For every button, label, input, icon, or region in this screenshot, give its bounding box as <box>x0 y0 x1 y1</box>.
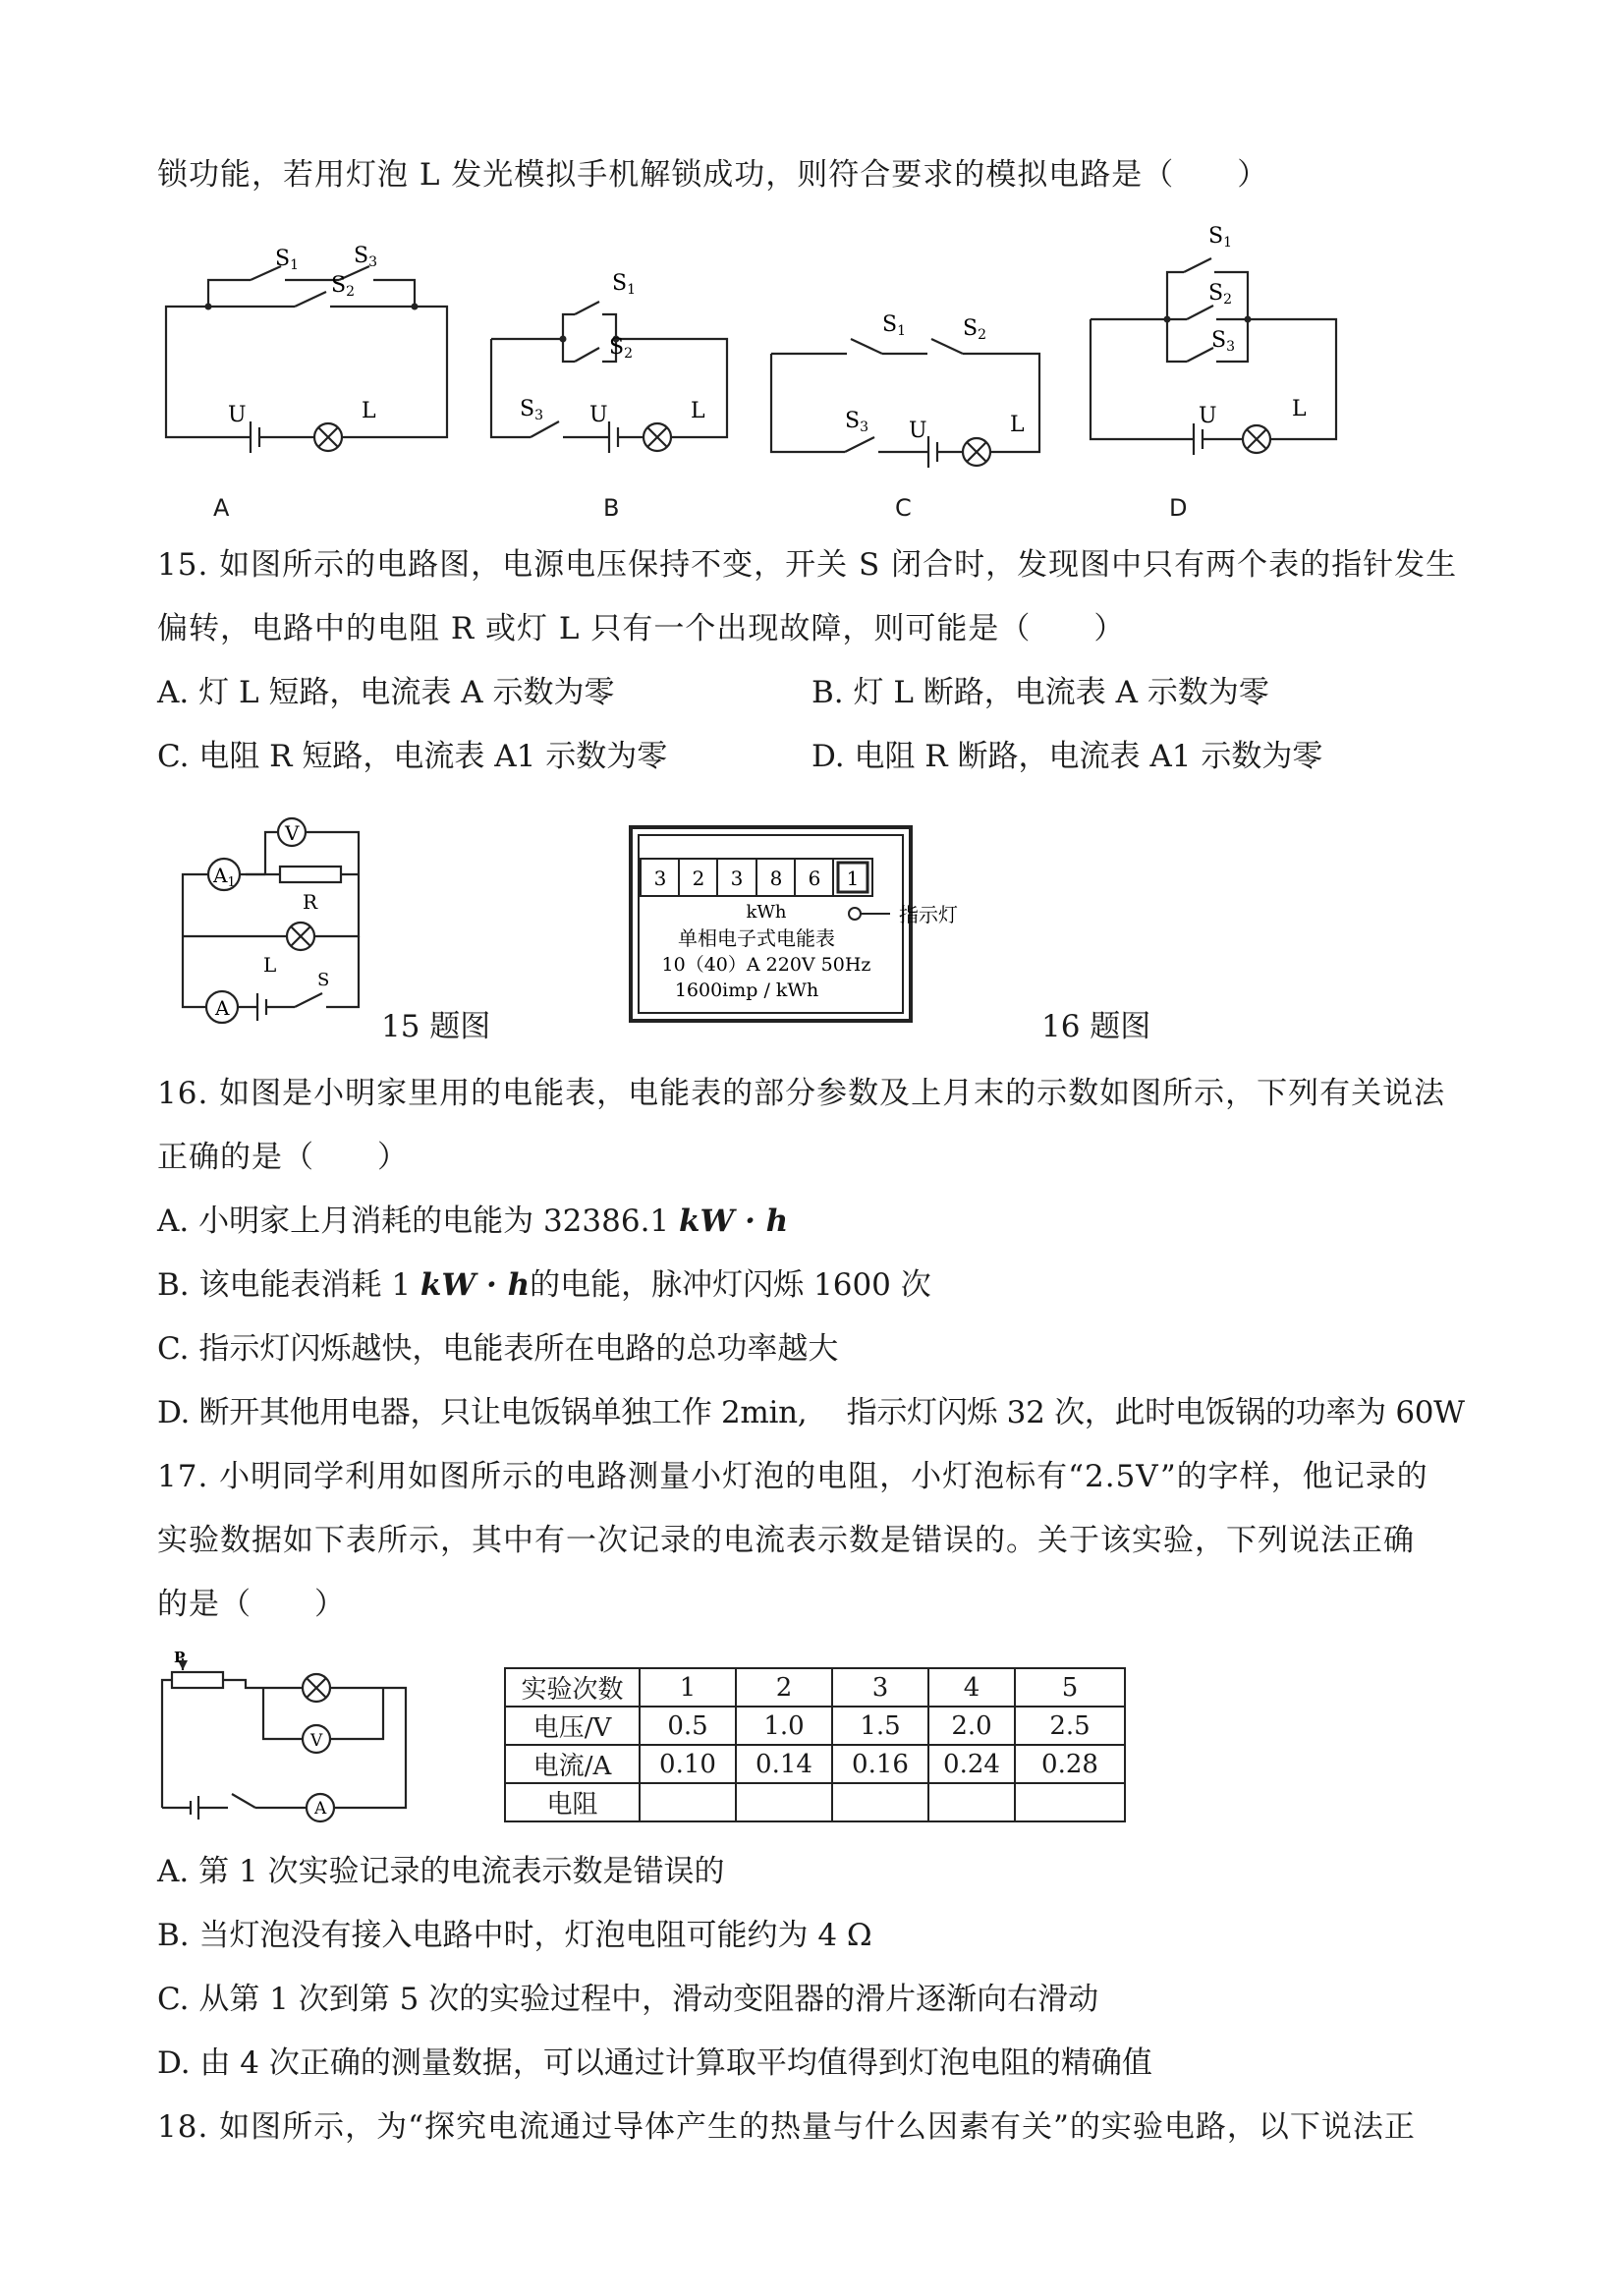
q17-stem-line-3: 的是（ ） <box>157 1587 346 1622</box>
q14d-s1-label: S1 <box>1208 224 1232 251</box>
q17-option-c: C. 从第 1 次到第 5 次的实验过程中，滑动变阻器的滑片逐渐向右滑动 <box>157 1982 1099 2017</box>
q16-figure-caption: 16 题图 <box>1041 1009 1151 1044</box>
q14d-s2-label: S2 <box>1208 281 1232 308</box>
meter-name: 单相电子式电能表 <box>678 926 835 950</box>
table-cell: 0.10 <box>640 1745 736 1783</box>
q14a-s2-label: S2 <box>331 273 355 300</box>
q15-option-d: D. 电阻 R 断路，电流表 A1 示数为零 <box>812 739 1323 774</box>
q16-option-b-unit: kW · h <box>420 1267 531 1303</box>
table-cell: 0.28 <box>1015 1745 1125 1783</box>
q14a-l-label: L <box>362 399 376 423</box>
q17-option-b: B. 当灯泡没有接入电路中时，灯泡电阻可能约为 4 Ω <box>157 1918 872 1953</box>
q15-stem-line-1: 15. 如图所示的电路图，电源电压保持不变，开关 S 闭合时，发现图中只有两个表的指针发生 <box>157 547 1458 583</box>
q15-option-a: A. 灯 L 短路，电流表 A 示数为零 <box>157 675 615 710</box>
table-cell: 4 <box>928 1668 1015 1707</box>
q15-ammeter-label: A <box>215 996 230 1020</box>
q15-s-label: S <box>317 970 330 990</box>
q14c-s1-label: S1 <box>882 312 906 339</box>
q15-a1-label: $A_1$ <box>213 864 236 890</box>
meter-digit-3: 3 <box>730 867 744 890</box>
meter-indicator-label: 指示灯 <box>899 903 958 926</box>
q14b-l-label: L <box>691 399 705 423</box>
q14b-u-label: U <box>589 403 608 427</box>
q16-option-a-text: A. 小明家上月消耗的电能为 32386.1 <box>157 1204 679 1239</box>
table-cell <box>832 1783 928 1821</box>
q17-option-d: D. 由 4 次正确的测量数据，可以通过计算取平均值得到灯泡电阻的精确值 <box>157 2045 1152 2081</box>
q17-stem-line-2: 实验数据如下表所示，其中有一次记录的电流表示数是错误的。关于该实验，下列说法正确 <box>157 1523 1415 1558</box>
q17-option-a: A. 第 1 次实验记录的电流表示数是错误的 <box>157 1854 725 1889</box>
q16-option-a <box>157 1202 788 1241</box>
table-cell <box>736 1783 832 1821</box>
q14a-s3-label: S3 <box>354 244 377 270</box>
meter-rating: 10（40）A 220V 50Hz <box>661 954 871 976</box>
meter-digit-6: 1 <box>846 867 860 890</box>
q17-p-label: P <box>174 1649 186 1666</box>
table-cell <box>1015 1783 1125 1821</box>
q15-r-label: R <box>303 890 318 914</box>
q14-fig-label-c: C <box>895 494 912 522</box>
q14a-s1-label: S1 <box>275 247 299 273</box>
table-row <box>505 1745 1125 1783</box>
q16-option-b-text: B. 该电能表消耗 1 <box>157 1267 420 1303</box>
q14a-u-label: U <box>228 403 247 427</box>
table-row <box>505 1707 1125 1745</box>
q14b-s2-label: S2 <box>609 335 633 362</box>
q14c-l-label: L <box>1010 413 1025 437</box>
meter-digit-1: 3 <box>653 867 667 890</box>
q17-stem-line-1: 17. 小明同学利用如图所示的电路测量小灯泡的电阻，小灯泡标有“2.5V”的字样，他记录的 <box>157 1459 1428 1494</box>
table-row <box>505 1668 1125 1707</box>
table-cell: 电压/V <box>505 1707 640 1745</box>
table-cell: 3 <box>832 1668 928 1707</box>
table-cell: 电阻 <box>505 1783 640 1821</box>
q17-circuit <box>157 1651 422 1822</box>
table-cell: 5 <box>1015 1668 1125 1707</box>
q15-voltmeter-label: V <box>285 821 300 845</box>
table-cell: 0.14 <box>736 1745 832 1783</box>
q15-stem-line-2: 偏转，电路中的电阻 R 或灯 L 只有一个出现故障，则可能是（ ） <box>157 611 1126 646</box>
q15-figure-caption: 15 题图 <box>381 1009 491 1044</box>
table-cell <box>928 1783 1015 1821</box>
table-cell: 0.16 <box>832 1745 928 1783</box>
q16-option-a-unit: kW · h <box>679 1204 789 1239</box>
q17-ammeter-label: A <box>314 1799 327 1819</box>
q14c-s3-label: S3 <box>845 409 868 435</box>
table-row <box>505 1783 1125 1821</box>
q14-circuit-b <box>486 260 752 457</box>
q14-fig-label-b: B <box>603 494 620 522</box>
q14-fig-label-d: D <box>1169 494 1188 522</box>
table-cell: 0.24 <box>928 1745 1015 1783</box>
q17-voltmeter-label: V <box>310 1731 323 1751</box>
table-cell: 1 <box>640 1668 736 1707</box>
table-cell: 2 <box>736 1668 832 1707</box>
meter-digit-4: 8 <box>769 867 783 890</box>
q14-circuit-d <box>1086 221 1351 472</box>
q14b-s1-label: S1 <box>612 271 636 298</box>
meter-digit-5: 6 <box>808 867 821 890</box>
table-cell: 电流/A <box>505 1745 640 1783</box>
q16-option-b-rest: 的电能，脉冲灯闪烁 1600 次 <box>530 1267 931 1303</box>
q14c-s2-label: S2 <box>963 316 986 343</box>
q16-option-b <box>157 1265 931 1305</box>
meter-digit-2: 2 <box>692 867 705 890</box>
table-cell: 2.0 <box>928 1707 1015 1745</box>
q14d-s3-label: S3 <box>1211 328 1235 355</box>
q14d-l-label: L <box>1292 397 1307 421</box>
table-cell: 2.5 <box>1015 1707 1125 1745</box>
q16-meter-figure <box>629 825 1041 1027</box>
meter-indicator-light-icon <box>849 908 861 920</box>
q18-stem-line-1: 18. 如图所示，为“探究电流通过导体产生的热量与什么因素有关”的实验电路，以下说法正 <box>157 2109 1416 2145</box>
q15-circuit <box>177 811 432 1022</box>
q14-circuit-a <box>157 244 462 457</box>
q16-stem-line-1: 16. 如图是小明家里用的电能表，电能表的部分参数及上月末的示数如图所示，下列有关说法 <box>157 1076 1446 1111</box>
table-cell <box>640 1783 736 1821</box>
q15-l-label: L <box>263 953 277 977</box>
meter-unit: kWh <box>746 902 787 923</box>
q16-stem-line-2: 正确的是（ ） <box>157 1140 409 1175</box>
q16-option-c: C. 指示灯闪烁越快，电能表所在电路的总功率越大 <box>157 1331 839 1367</box>
table-cell: 1.5 <box>832 1707 928 1745</box>
table-cell: 实验次数 <box>505 1668 640 1707</box>
q14-stem-tail: 锁功能，若用灯泡 L 发光模拟手机解锁成功，则符合要求的模拟电路是（ ） <box>157 157 1269 193</box>
q16-option-d: D. 断开其他用电器，只让电饭锅单独工作 2min, 指示灯闪烁 32 次，此时电饭锅的功率为 60W <box>157 1395 1465 1430</box>
q15-option-c: C. 电阻 R 短路，电流表 A1 示数为零 <box>157 739 668 774</box>
table-cell: 1.0 <box>736 1707 832 1745</box>
table-cell: 0.5 <box>640 1707 736 1745</box>
q14-circuit-c <box>766 260 1061 472</box>
meter-constant: 1600imp / kWh <box>674 980 819 1001</box>
q15-option-b: B. 灯 L 断路，电流表 A 示数为零 <box>812 675 1269 710</box>
q17-data-table <box>504 1667 1126 1822</box>
q14-fig-label-a: A <box>213 494 230 522</box>
q14b-s3-label: S3 <box>520 397 543 423</box>
q14c-u-label: U <box>909 419 927 443</box>
q14d-u-label: U <box>1199 404 1217 428</box>
